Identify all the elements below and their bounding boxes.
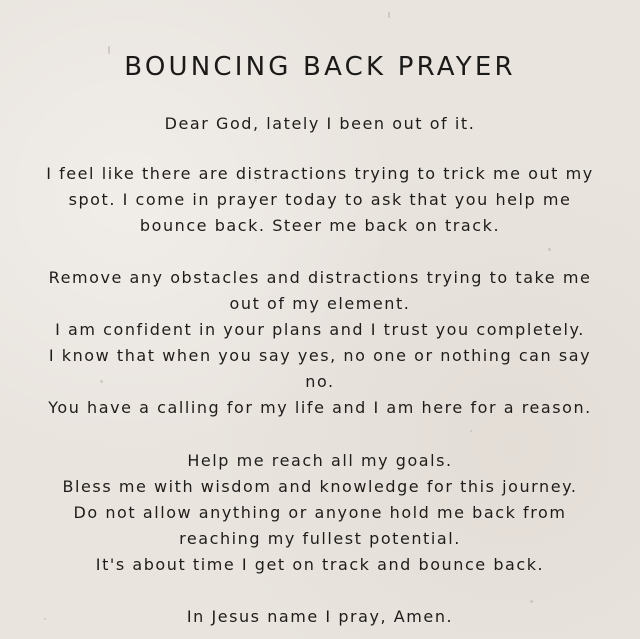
prayer-line: Help me reach all my goals.	[187, 451, 453, 470]
prayer-line: no.	[305, 372, 335, 391]
prayer-title: BOUNCING BACK PRAYER	[124, 52, 516, 82]
prayer-line: reaching my fullest potential.	[179, 529, 461, 548]
paper-speck	[530, 600, 533, 603]
prayer-line: Do not allow anything or anyone hold me back from	[73, 503, 567, 522]
prayer-line: I am confident in your plans and I trust you completely.	[55, 320, 585, 339]
prayer-line: out of my element.	[229, 294, 411, 313]
paper-speck	[388, 12, 390, 18]
prayer-line: Dear God, lately I been out of it.	[164, 114, 476, 133]
prayer-line: Bless me with wisdom and knowledge for this journey.	[62, 477, 578, 496]
prayer-line: bounce back. Steer me back on track.	[139, 216, 501, 235]
prayer-line: spot. I come in prayer today to ask that you help me	[68, 190, 572, 209]
paper-speck	[470, 430, 472, 432]
prayer-line: It's about time I get on track and bounce back.	[95, 555, 545, 574]
prayer-line: Remove any obstacles and distractions trying to take me	[48, 268, 592, 287]
prayer-closing: In Jesus name I pray, Amen.	[186, 607, 454, 626]
prayer-line: I feel like there are distractions trying to trick me out my	[46, 164, 594, 183]
paper-speck	[548, 248, 551, 251]
prayer-line: You have a calling for my life and I am here for a reason.	[48, 398, 592, 417]
prayer-line: I know that when you say yes, no one or nothing can say	[48, 346, 592, 365]
